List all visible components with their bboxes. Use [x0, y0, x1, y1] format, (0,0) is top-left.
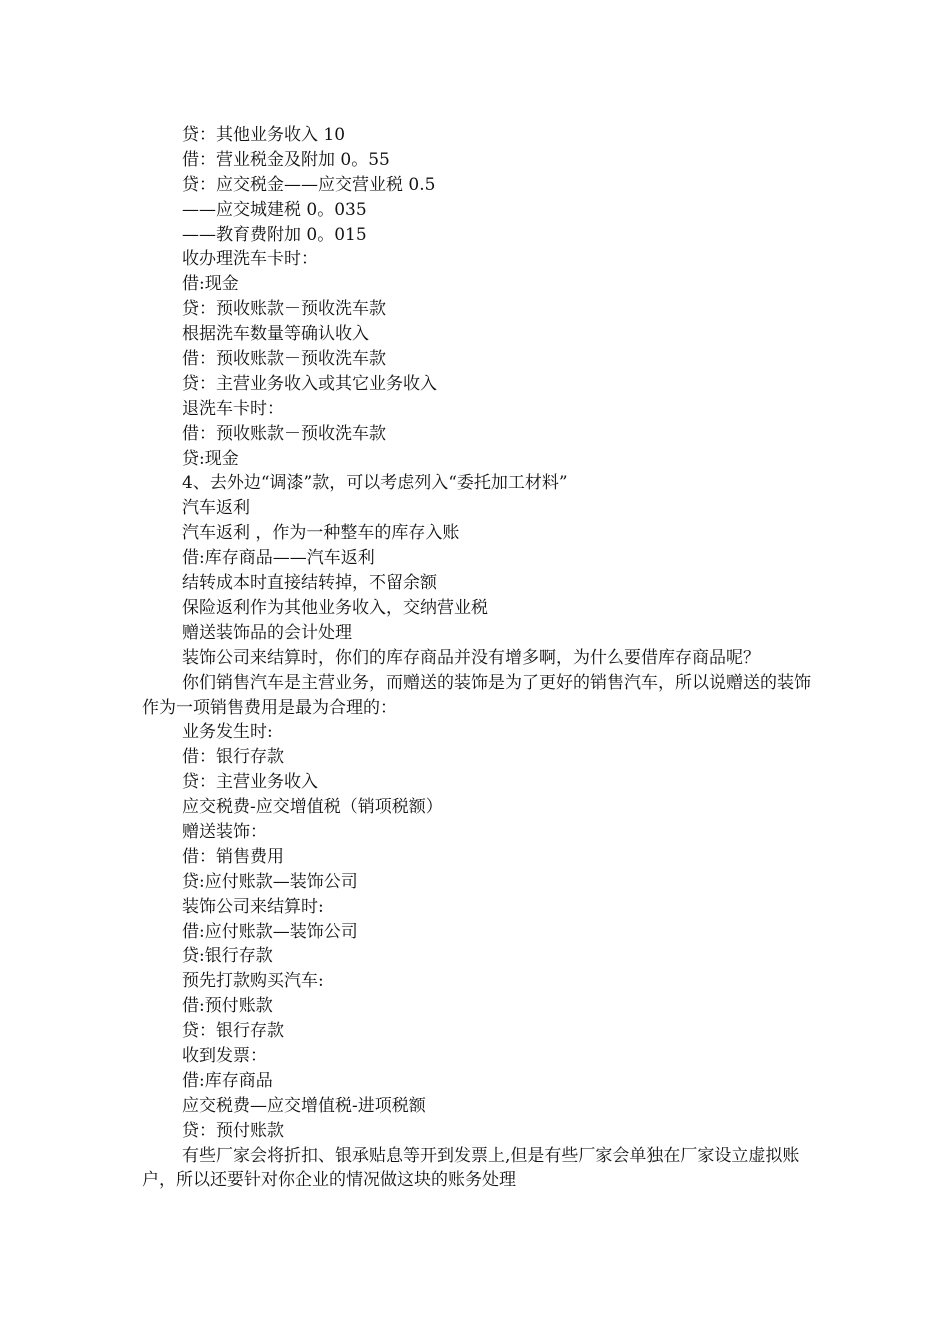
paragraph: 有些厂家会将折扣、银承贴息等开到发票上,但是有些厂家会单独在厂家设立虚拟账户，所以还要针对你企业的情况做这块的账务处理 — [142, 1145, 800, 1191]
text-line: 借:库存商品 — [182, 1070, 273, 1091]
paragraph: 装饰公司来结算时，你们的库存商品并没有增多啊，为什么要借库存商品呢？ — [182, 647, 760, 668]
text-line: 汽车返利 ，作为一种整车的库存入账 — [182, 523, 460, 544]
text-line: 借：预收账款－预收洗车款 — [182, 349, 386, 370]
text-line: 赠送装饰品的会计处理 — [182, 622, 352, 643]
text-line: ——教育费附加 0。015 — [182, 224, 367, 245]
text-line: 汽车返利 — [182, 498, 250, 519]
text-line: 根据洗车数量等确认收入 — [182, 324, 369, 345]
text-line: 收到发票： — [182, 1046, 267, 1066]
text-line: 贷：其他业务收入 10 — [182, 125, 346, 145]
text-line: 借:应付账款—装饰公司 — [182, 921, 358, 942]
text-line: 借：销售费用 — [182, 846, 284, 867]
text-line: 借：银行存款 — [182, 747, 284, 768]
text-line: 贷：银行存款 — [182, 1021, 284, 1042]
text-line: 贷:银行存款 — [182, 946, 273, 967]
text-line: 贷：主营业务收入或其它业务收入 — [182, 373, 437, 394]
text-line: 贷：预付账款 — [182, 1120, 284, 1141]
text-line: 借：营业税金及附加 0。55 — [182, 149, 390, 170]
text-line: 预先打款购买汽车: — [182, 971, 324, 992]
text-line: 贷：预收账款－预收洗车款 — [182, 299, 386, 320]
text-line: 贷:应付账款—装饰公司 — [182, 871, 358, 892]
text-line: 应交税费—应交增值税-进项税额 — [182, 1095, 426, 1116]
text-line: 收办理洗车卡时： — [182, 249, 318, 270]
text-line: 借:预付账款 — [182, 996, 273, 1017]
text-line: 装饰公司来结算时: — [182, 896, 324, 917]
document-body — [142, 123, 812, 1193]
text-line: 借:现金 — [182, 274, 239, 295]
paragraph: 你们销售汽车是主营业务，而赠送的装饰是为了更好的销售汽车，所以说赠送的装饰作为一项销售费用是最为合理的： — [142, 672, 811, 718]
text-line: ——应交城建税 0。035 — [182, 199, 367, 220]
text-line: 结转成本时直接结转掉，不留余额 — [182, 573, 437, 594]
text-line: 退洗车卡时： — [182, 398, 284, 419]
text-line: 贷：主营业务收入 — [182, 772, 318, 793]
text-line: 借:库存商品——汽车返利 — [182, 548, 375, 569]
text-line: 保险返利作为其他业务收入，交纳营业税 — [182, 597, 488, 618]
text-line: 贷:现金 — [182, 448, 239, 469]
text-line: 应交税费-应交增值税（销项税额） — [182, 797, 443, 818]
text-line: 4、去外边“调漆”款，可以考虑列入“委托加工材料” — [182, 473, 568, 494]
text-line: 贷：应交税金——应交营业税 0.5 — [182, 174, 436, 195]
text-line: 赠送装饰： — [182, 821, 267, 842]
text-line: 借：预收账款－预收洗车款 — [182, 423, 386, 444]
text-line: 业务发生时: — [182, 722, 273, 743]
